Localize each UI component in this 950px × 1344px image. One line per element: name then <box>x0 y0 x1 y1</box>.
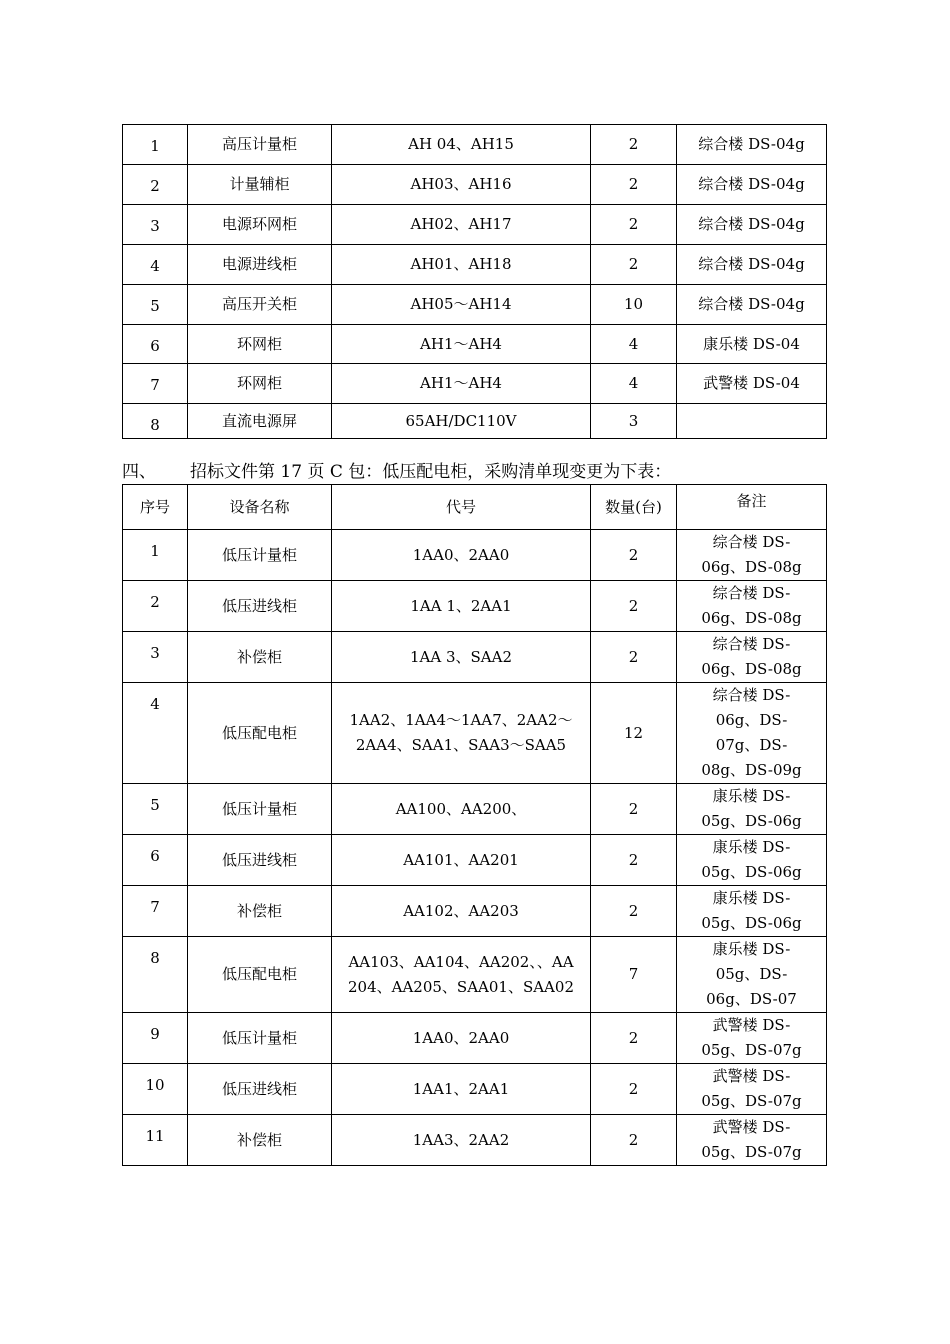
row-no: 8 <box>123 937 188 1013</box>
row-qty: 4 <box>591 364 677 404</box>
row-remark-line: 综合楼 DS- <box>712 686 791 704</box>
row-remark-line: 综合楼 DS- <box>712 533 791 551</box>
row-remark-line: 06g、DS-07 <box>706 990 797 1008</box>
row-qty: 2 <box>591 1115 677 1166</box>
row-code: AH1～AH4 <box>332 364 591 404</box>
row-name: 低压进线柜 <box>188 581 332 632</box>
table-row <box>123 937 827 1013</box>
table-row <box>123 205 827 245</box>
table-header-row <box>123 485 827 530</box>
row-code <box>332 1064 591 1115</box>
row-remark <box>677 835 827 886</box>
row-remark-line: 05g、DS-06g <box>701 812 802 830</box>
row-remark-line: 康乐楼 DS- <box>712 838 791 856</box>
table2-body <box>123 530 827 1166</box>
row-code-line: 1AA0、2AA0 <box>412 545 510 564</box>
row-no: 3 <box>123 205 188 245</box>
row-remark <box>677 937 827 1013</box>
equipment-table-high-voltage <box>122 124 827 439</box>
row-name: 计量辅柜 <box>188 165 332 205</box>
row-no: 9 <box>123 1013 188 1064</box>
table-row <box>123 325 827 364</box>
row-remark-line: 06g、DS-08g <box>701 558 802 576</box>
row-qty: 7 <box>591 937 677 1013</box>
row-remark-line: 06g、DS- <box>715 711 788 729</box>
row-remark <box>677 1064 827 1115</box>
row-name: 补偿柜 <box>188 886 332 937</box>
row-no: 7 <box>123 364 188 404</box>
row-name: 补偿柜 <box>188 1115 332 1166</box>
row-remark: 综合楼 DS-04g <box>677 285 827 325</box>
row-remark-line: 06g、DS-08g <box>701 609 802 627</box>
row-remark-line: 05g、DS-07g <box>701 1041 802 1059</box>
row-no: 7 <box>123 886 188 937</box>
row-remark: 综合楼 DS-04g <box>677 165 827 205</box>
row-remark: 武警楼 DS-04 <box>677 364 827 404</box>
table-row <box>123 886 827 937</box>
row-name: 高压开关柜 <box>188 285 332 325</box>
row-code-line: AA102、AA203 <box>403 901 519 920</box>
row-remark-line: 05g、DS-07g <box>701 1143 802 1161</box>
row-name: 低压计量柜 <box>188 1013 332 1064</box>
header-qty: 数量(台) <box>591 485 677 530</box>
row-no: 6 <box>123 325 188 364</box>
row-no: 2 <box>123 165 188 205</box>
row-qty: 12 <box>591 683 677 784</box>
row-qty: 2 <box>591 125 677 165</box>
row-code <box>332 784 591 835</box>
row-no: 4 <box>123 245 188 285</box>
row-code <box>332 1115 591 1166</box>
row-qty: 2 <box>591 835 677 886</box>
section-heading <box>122 461 671 483</box>
row-remark-line: 07g、DS- <box>715 736 788 754</box>
row-no: 3 <box>123 632 188 683</box>
row-code: 65AH/DC110V <box>332 404 591 439</box>
row-code-line: AA100、AA200、 <box>395 799 527 818</box>
row-no: 5 <box>123 784 188 835</box>
header-remark: 备注 <box>677 485 827 530</box>
row-code: AH05～AH14 <box>332 285 591 325</box>
header-no: 序号 <box>123 485 188 530</box>
row-no: 2 <box>123 581 188 632</box>
row-remark-line: 综合楼 DS- <box>712 584 791 602</box>
row-qty: 2 <box>591 886 677 937</box>
row-qty: 2 <box>591 1064 677 1115</box>
row-remark <box>677 1013 827 1064</box>
row-qty: 3 <box>591 404 677 439</box>
row-remark <box>677 632 827 683</box>
row-remark: 综合楼 DS-04g <box>677 205 827 245</box>
row-code-line: 1AA1、2AA1 <box>412 1079 510 1098</box>
table-row <box>123 784 827 835</box>
row-code-line: 1AA 1、2AA1 <box>410 596 512 615</box>
row-name: 低压配电柜 <box>188 683 332 784</box>
row-remark: 综合楼 DS-04g <box>677 125 827 165</box>
row-qty: 2 <box>591 1013 677 1064</box>
table-row <box>123 245 827 285</box>
row-code <box>332 886 591 937</box>
row-remark-line: 06g、DS-08g <box>701 660 802 678</box>
row-code <box>332 1013 591 1064</box>
row-remark-line: 05g、DS- <box>715 965 788 983</box>
row-code <box>332 530 591 581</box>
row-remark-line: 康乐楼 DS- <box>712 889 791 907</box>
row-code-line: AA103、AA104、AA202、、AA <box>348 952 574 971</box>
row-qty: 10 <box>591 285 677 325</box>
table-row <box>123 683 827 784</box>
row-remark-line: 康乐楼 DS- <box>712 787 791 805</box>
row-name: 低压配电柜 <box>188 937 332 1013</box>
header-code: 代号 <box>332 485 591 530</box>
row-remark-line: 05g、DS-07g <box>701 1092 802 1110</box>
table-row <box>123 530 827 581</box>
row-remark-line: 05g、DS-06g <box>701 863 802 881</box>
row-code: AH1～AH4 <box>332 325 591 364</box>
row-name: 低压计量柜 <box>188 530 332 581</box>
row-code <box>332 683 591 784</box>
row-qty: 2 <box>591 581 677 632</box>
row-qty: 2 <box>591 165 677 205</box>
row-remark-line: 05g、DS-06g <box>701 914 802 932</box>
row-remark <box>677 683 827 784</box>
table-row <box>123 125 827 165</box>
row-qty: 2 <box>591 205 677 245</box>
row-code <box>332 632 591 683</box>
row-name: 补偿柜 <box>188 632 332 683</box>
table-row <box>123 1013 827 1064</box>
row-code-line: 1AA 3、SAA2 <box>409 647 512 666</box>
table2-header <box>123 485 827 530</box>
row-no: 4 <box>123 683 188 784</box>
equipment-table-low-voltage <box>122 484 827 1166</box>
row-remark-line: 武警楼 DS- <box>712 1016 791 1034</box>
table-row <box>123 835 827 886</box>
row-remark-line: 武警楼 DS- <box>712 1118 791 1136</box>
row-remark <box>677 1115 827 1166</box>
table-row <box>123 165 827 205</box>
row-name: 高压计量柜 <box>188 125 332 165</box>
row-code-line: 1AA2、1AA4～1AA7、2AA2～ <box>349 711 573 729</box>
row-code: AH 04、AH15 <box>332 125 591 165</box>
header-name: 设备名称 <box>188 485 332 530</box>
row-name: 低压进线柜 <box>188 835 332 886</box>
row-remark <box>677 784 827 835</box>
row-code <box>332 581 591 632</box>
row-name: 低压计量柜 <box>188 784 332 835</box>
row-no: 10 <box>123 1064 188 1115</box>
row-no: 6 <box>123 835 188 886</box>
row-no: 11 <box>123 1115 188 1166</box>
table-row <box>123 632 827 683</box>
row-name: 低压进线柜 <box>188 1064 332 1115</box>
table-row <box>123 581 827 632</box>
row-code-line: 204、AA205、SAA01、SAA02 <box>348 977 574 996</box>
row-name: 电源环网柜 <box>188 205 332 245</box>
row-no: 1 <box>123 125 188 165</box>
table-row <box>123 404 827 439</box>
row-qty: 2 <box>591 784 677 835</box>
row-code-line: AA101、AA201 <box>403 850 519 869</box>
table1-body <box>123 125 827 439</box>
row-remark-line: 康乐楼 DS- <box>712 940 791 958</box>
row-qty: 2 <box>591 245 677 285</box>
row-qty: 4 <box>591 325 677 364</box>
row-remark <box>677 530 827 581</box>
row-remark <box>677 581 827 632</box>
row-qty: 2 <box>591 632 677 683</box>
row-code: AH03、AH16 <box>332 165 591 205</box>
row-code <box>332 937 591 1013</box>
row-remark: 康乐楼 DS-04 <box>677 325 827 364</box>
row-remark-line: 武警楼 DS- <box>712 1067 791 1085</box>
row-remark: 综合楼 DS-04g <box>677 245 827 285</box>
table-row <box>123 1115 827 1166</box>
section-number: 四、 <box>122 462 156 482</box>
row-remark-line: 综合楼 DS- <box>712 635 791 653</box>
row-remark-line: 08g、DS-09g <box>701 761 802 779</box>
row-name: 直流电源屏 <box>188 404 332 439</box>
row-code <box>332 835 591 886</box>
row-no: 1 <box>123 530 188 581</box>
table-row <box>123 285 827 325</box>
row-name: 环网柜 <box>188 364 332 404</box>
row-code-line: 2AA4、SAA1、SAA3～SAA5 <box>355 736 567 754</box>
table-row <box>123 364 827 404</box>
table-row <box>123 1064 827 1115</box>
row-code-line: 1AA0、2AA0 <box>412 1028 510 1047</box>
row-no: 5 <box>123 285 188 325</box>
row-no: 8 <box>123 404 188 439</box>
section-text: 招标文件第 17 页 C 包：低压配电柜，采购清单现变更为下表： <box>190 462 672 482</box>
row-code: AH02、AH17 <box>332 205 591 245</box>
row-code: AH01、AH18 <box>332 245 591 285</box>
row-qty: 2 <box>591 530 677 581</box>
row-name: 环网柜 <box>188 325 332 364</box>
row-remark <box>677 404 827 439</box>
row-remark <box>677 886 827 937</box>
row-name: 电源进线柜 <box>188 245 332 285</box>
row-code-line: 1AA3、2AA2 <box>412 1130 510 1149</box>
